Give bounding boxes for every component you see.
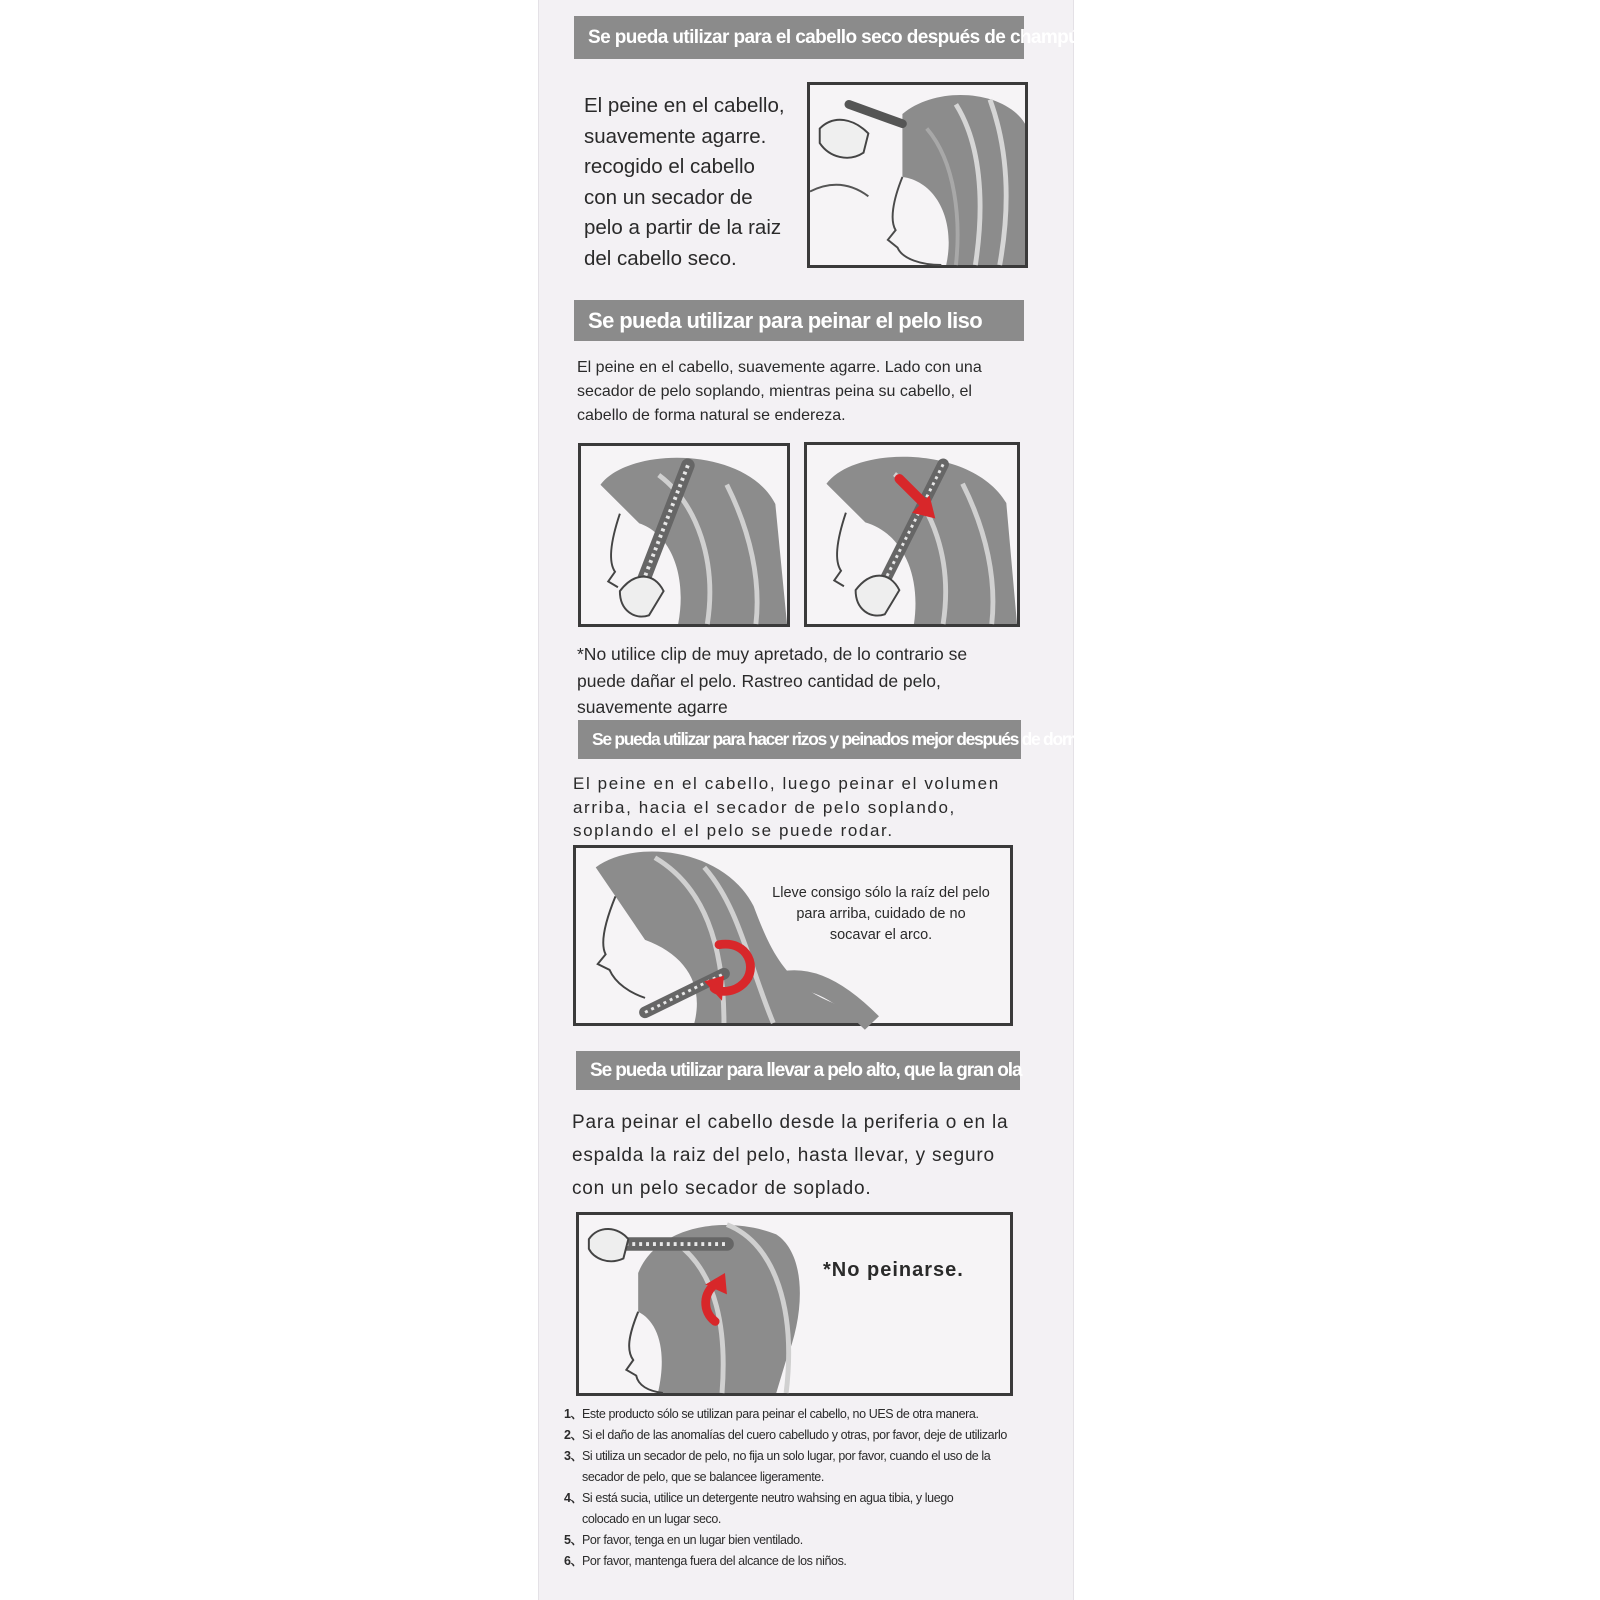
note-number: 3、 xyxy=(564,1449,583,1463)
section-text-high-hair: Para peinar el cabello desde la periferia o en la espalda la raiz del pelo, hasta llevar, y seguro con un pelo secador de soplado. xyxy=(572,1112,1009,1199)
note-text: Este producto sólo se utilizan para peinar el cabello, no UES de otra manera. xyxy=(582,1407,979,1421)
illustration-curls xyxy=(573,845,1013,1026)
note-item xyxy=(564,1404,1044,1425)
section-header-high-hair: Se pueda utilizar para llevar a pelo alto, que la gran ola xyxy=(576,1051,1020,1090)
section-text-dry-hair: El peine en el cabello, suavemente agarre. recogido el cabello con un secador de pelo a partir de la raiz del cabello seco. xyxy=(584,94,785,270)
figure-caption-high-hair: *No peinarse. xyxy=(823,1259,964,1281)
section-text-straight-hair: El peine en el cabello, suavemente agarre. Lado con una secador de pelo soplando, mientras peina su cabello, el cabello de forma natural se endereza. xyxy=(577,359,982,424)
note-number: 4、 xyxy=(564,1491,583,1505)
note-text: Si el daño de las anomalías del cuero cabelludo y otras, por favor, deje de utilizarlo xyxy=(582,1428,1007,1442)
illustration-straight-2 xyxy=(804,442,1020,627)
note-item xyxy=(564,1551,1044,1572)
note-item xyxy=(564,1446,1044,1488)
illustration-high-hair xyxy=(576,1212,1013,1396)
note-number: 6、 xyxy=(564,1554,583,1568)
section-header-dry-hair: Se pueda utilizar para el cabello seco después de champú xyxy=(574,16,1024,59)
usage-notes xyxy=(564,1404,1044,1572)
note-text: Si utiliza un secador de pelo, no fija un solo lugar, por favor, cuando el uso de la secador de pelo, que se balancee ligeramente. xyxy=(582,1449,991,1484)
section-text-curls: El peine en el cabello, luego peinar el volumen arriba, hacia el secador de pelo soplando, soplando el el pelo se puede rodar. xyxy=(573,774,1000,840)
illustration-dry-hair xyxy=(807,82,1028,268)
note-number: 5、 xyxy=(564,1533,583,1547)
section-header-curls: Se pueda utilizar para hacer rizos y peinados mejor después de dormir. xyxy=(578,720,1021,759)
note-text: Si está sucia, utilice un detergente neutro wahsing en agua tibia, y luego colocado en un lugar seco. xyxy=(582,1491,954,1526)
illustration-straight-1 xyxy=(578,443,790,627)
section-note-straight-hair: *No utilice clip de muy apretado, de lo contrario se puede dañar el pelo. Rastreo cantidad de pelo, suavemente agarre xyxy=(577,644,968,717)
note-number: 1、 xyxy=(564,1407,583,1421)
figure-caption-curls: Lleve consigo sólo la raíz del pelo para arriba, cuidado de no socavar el arco. xyxy=(772,885,990,943)
note-text: Por favor, tenga en un lugar bien ventilado. xyxy=(582,1533,803,1547)
note-item xyxy=(564,1530,1044,1551)
note-item xyxy=(564,1425,1044,1446)
note-item xyxy=(564,1488,1044,1530)
section-header-straight-hair: Se pueda utilizar para peinar el pelo liso xyxy=(574,300,1024,341)
note-text: Por favor, mantenga fuera del alcance de los niños. xyxy=(582,1554,847,1568)
note-number: 2、 xyxy=(564,1428,583,1442)
